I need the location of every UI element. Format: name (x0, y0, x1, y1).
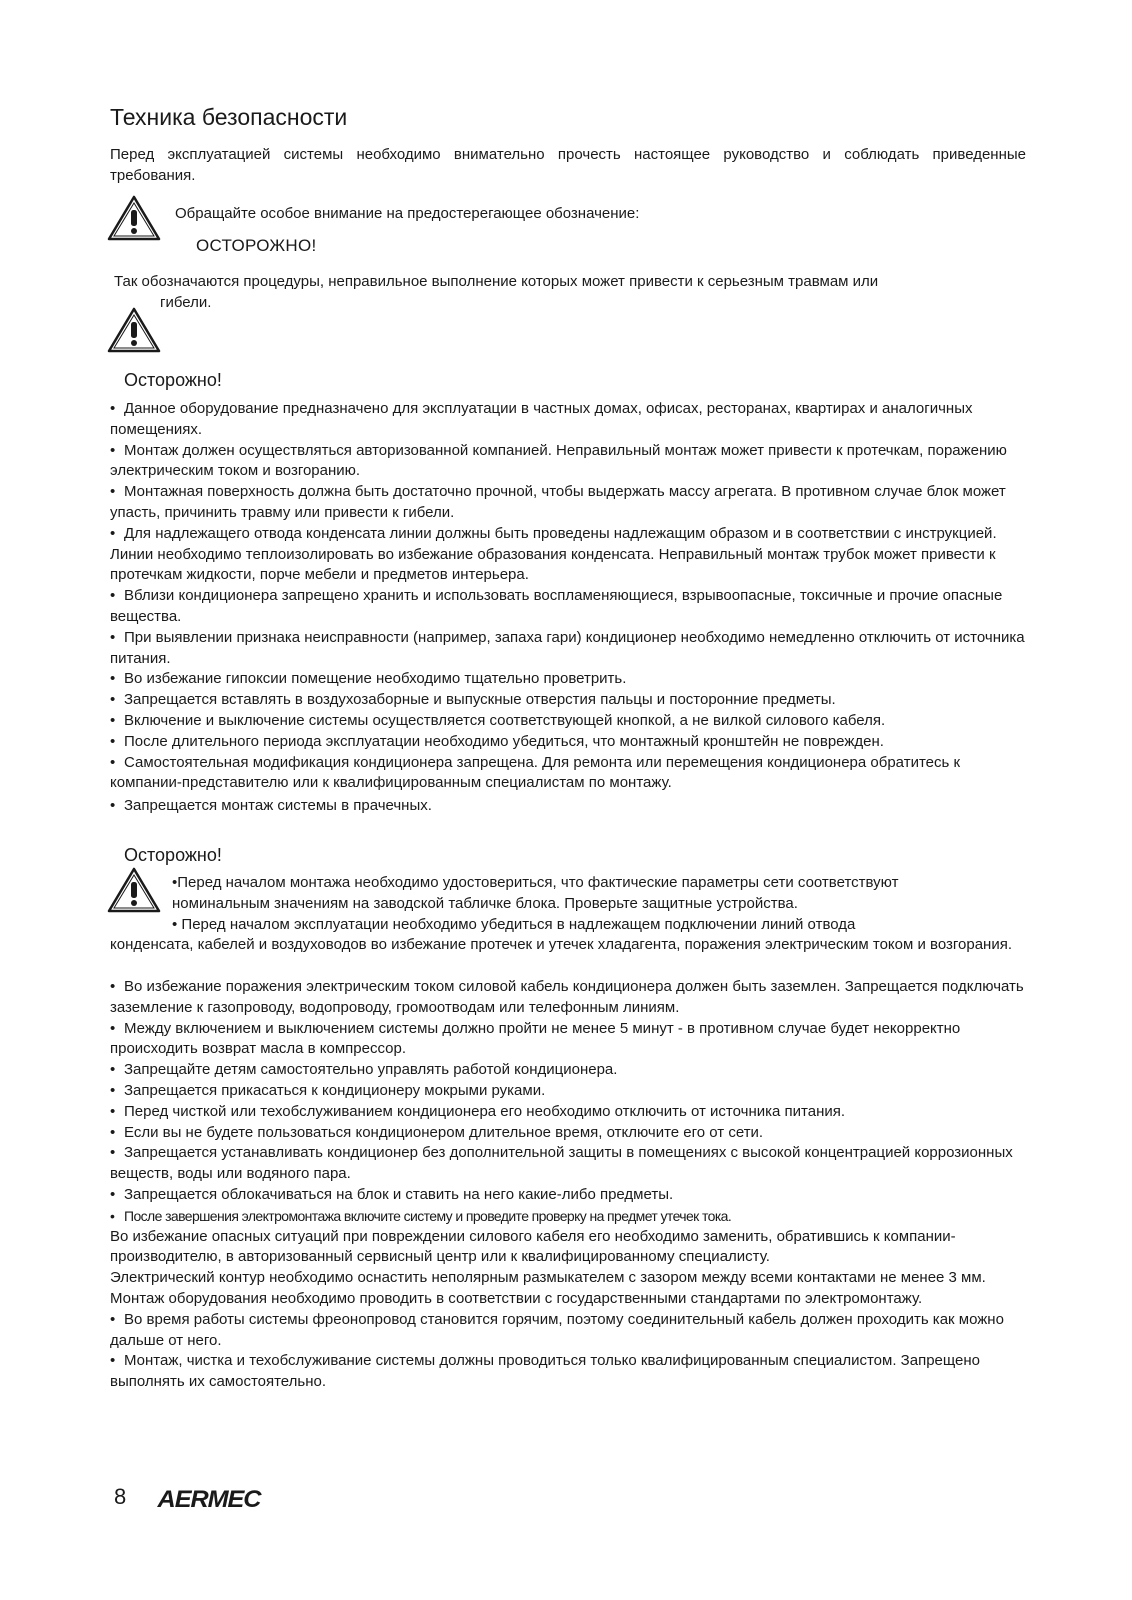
list-item: • Монтаж должен осуществляться авторизованной компанией. Неправильный монтаж может привести к протечкам, поражению электрическим током и возгоранию. (110, 441, 1007, 480)
section-2-list (110, 977, 1030, 1393)
intro-paragraph: Перед эксплуатацией системы необходимо внимательно прочесть настоящее руководство и соблюдать приведенные требования. (110, 146, 1026, 184)
caps-warning-label: ОСТОРОЖНО! (196, 236, 317, 255)
lead-line: номинальным значениям на заводской табличке блока. Проверьте защитные устройства. (172, 894, 798, 912)
warning-triangle-icon (106, 194, 162, 242)
page-title: Техника безопасности (110, 104, 348, 130)
list-item: • Данное оборудование предназначено для эксплуатации в частных домах, офисах, ресторанах, квартирах и аналогичных помещениях. (110, 400, 973, 438)
warning-triangle-icon (106, 306, 162, 354)
list-item: • Для надлежащего отвода конденсата линии должны быть проведены надлежащим образом и в соответствии с инструкцией. Линии необходимо теплоизолировать во избежание образования конденсата. Неправильный монтаж трубок может привести к протечкам жидкости, порче мебели и предметов интерьера. (110, 524, 997, 584)
list-item: • Запрещается облокачиваться на блок и ставить на него какие-либо предметы. (110, 1185, 674, 1203)
list-item: • Во избежание гипоксии помещение необходимо тщательно проветрить. (110, 670, 627, 688)
list-item: • При выявлении признака неисправности (например, запаха гари) кондиционер необходимо немедленно отключить от источника питания. (110, 628, 1025, 667)
list-item: • Запрещается вставлять в воздухозаборные и выпускные отверстия пальцы и посторонние предметы. (110, 691, 836, 709)
section-1-list (110, 399, 1030, 817)
lead-line: конденсата, кабелей и воздуховодов во избежание протечек и утечек хладагента, поражения электрическим током и возгорания. (110, 936, 1012, 954)
lead-line: •Перед началом монтажа необходимо удостовериться, что фактические параметры сети соответствуют (172, 874, 899, 891)
definition-text (114, 271, 1029, 313)
list-item: • Вблизи кондиционера запрещено хранить и использовать воспламеняющиеся, взрывоопасные, токсичные и прочие опасные вещества. (110, 587, 1003, 625)
list-item: • Включение и выключение системы осуществляется соответствующей кнопкой, а не вилкой силового кабеля. (110, 711, 886, 729)
list-item: • Между включением и выключением системы должно пройти не менее 5 минут - в противном случае будет некорректно происходить возврат масла в компрессор. (110, 1019, 961, 1058)
list-item: • Запрещается устанавливать кондиционер без дополнительной защиты в помещениях с высокой концентрацией коррозионных веществ, воды или водяного пара. (110, 1144, 1013, 1183)
list-item: • Запрещайте детям самостоятельно управлять работой кондиционера. (110, 1061, 618, 1079)
list-item: Во избежание опасных ситуаций при повреждении силового кабеля его необходимо заменить, обратившись к компании-производителю, в авторизованный сервисный центр или к квалифицированному специалисту. (110, 1227, 956, 1266)
lead-line: • Перед началом эксплуатации необходимо убедиться в надлежащем подключении линий отвода (172, 915, 856, 933)
list-item: • Самостоятельная модификация кондиционера запрещена. Для ремонта или перемещения кондиционера обратитесь к компании-представителю или к квалифицированным специалистам по монтажу. (110, 753, 961, 792)
list-item: • Запрещается монтаж системы в прачечных. (110, 797, 432, 815)
list-item: Электрический контур необходимо оснастить неполярным размыкателем с зазором между всеми контактами не менее 3 мм. (110, 1269, 986, 1287)
page-number: 8 (114, 1484, 127, 1509)
section-1-title: Осторожно! (124, 370, 222, 390)
list-item: • Если вы не будете пользоваться кондиционером длительное время, отключите его от сети. (110, 1123, 764, 1141)
list-item: • Запрещается прикасаться к кондиционеру мокрыми руками. (110, 1081, 546, 1099)
list-item: • Во время работы системы фреонопровод становится горячим, поэтому соединительный кабель должен проходить как можно дальше от него. (110, 1310, 1004, 1349)
definition-line-1: Так обозначаются процедуры, неправильное выполнение которых может привести к серьезным травмам или (114, 273, 879, 290)
section-2-lead (110, 873, 1030, 956)
list-item: • Во избежание поражения электрическим током силовой кабель кондиционера должен быть заземлен. Запрещается подключать заземление к газопроводу, водопроводу, громоотводам или телефонным линиям. (110, 978, 1024, 1016)
list-item: • После завершения электромонтажа включите систему и проведите проверку на предмет утечек тока. (110, 1207, 732, 1224)
list-item: • После длительного периода эксплуатации необходимо убедиться, что монтажный кронштейн не поврежден. (110, 732, 884, 750)
definition-line-2: гибели. (160, 294, 212, 311)
list-item: Монтаж оборудования необходимо проводить в соответствии с государственными стандартами по электромонтажу. (110, 1289, 923, 1307)
aermec-logo: AERMEC (157, 1486, 261, 1513)
list-item: • Монтаж, чистка и техобслуживание системы должны проводиться только квалифицированным специалистом. Запрещено выполнять их самостоятельно. (110, 1352, 981, 1391)
list-item: • Монтажная поверхность должна быть достаточно прочной, чтобы выдержать массу агрегата. В противном случае блок может упасть, причинить травму или привести к гибели. (110, 483, 1006, 521)
notice-text: Обращайте особое внимание на предостерегающее обозначение: (175, 205, 640, 222)
list-item: • Перед чисткой или техобслуживанием кондиционера его необходимо отключить от источника питания. (110, 1102, 846, 1120)
section-2-title: Осторожно! (124, 845, 222, 865)
